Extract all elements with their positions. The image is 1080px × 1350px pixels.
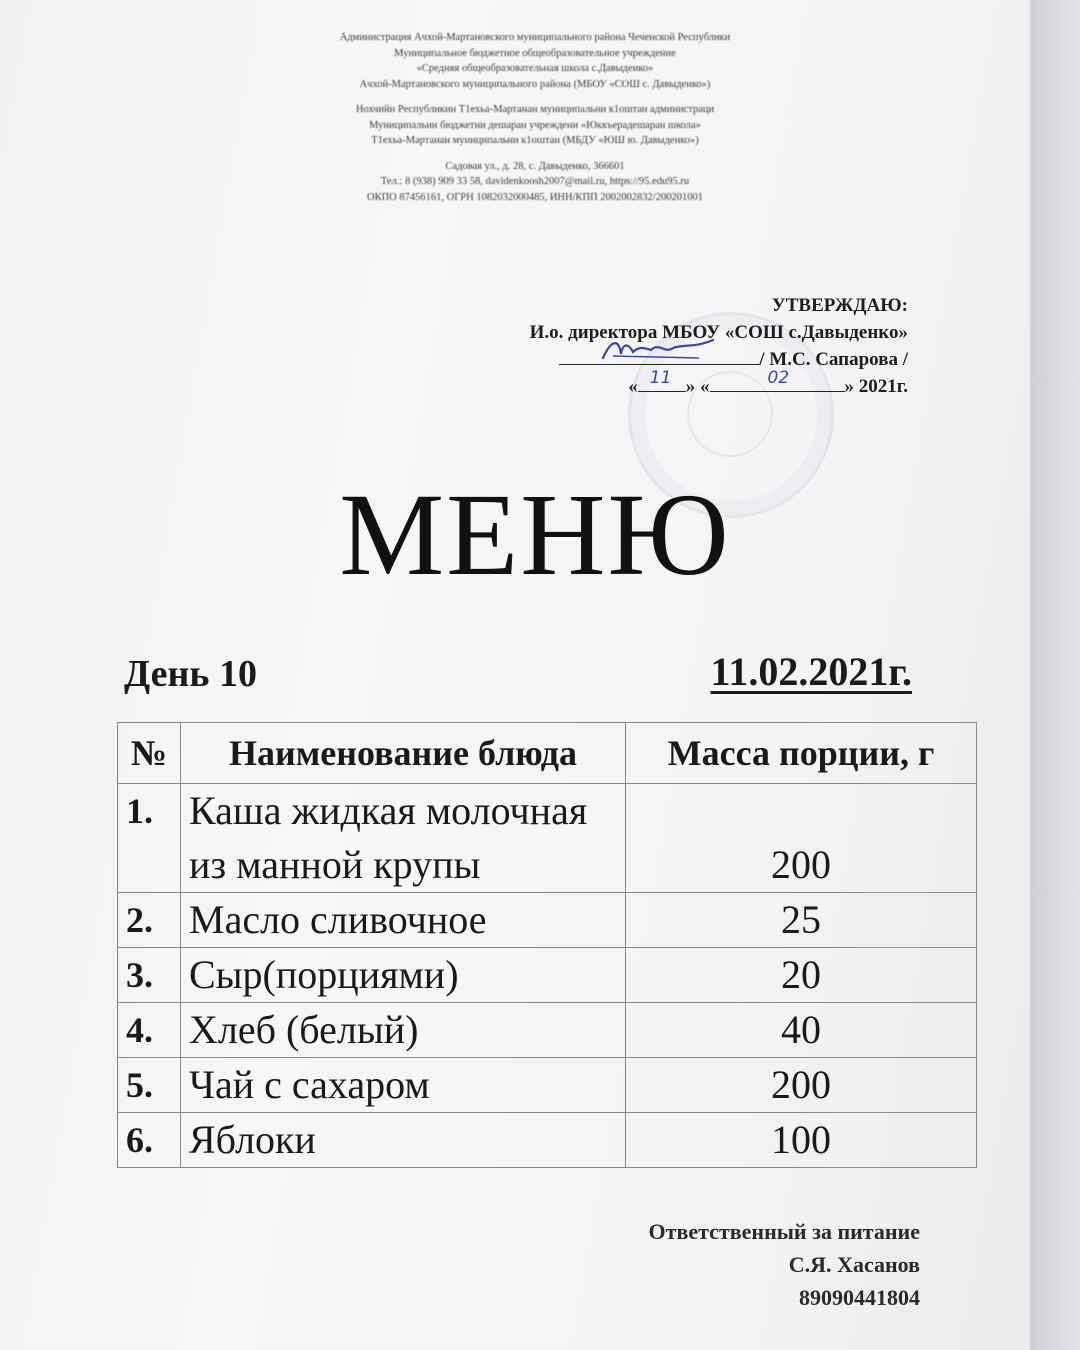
row-number: 6. [118,1113,181,1168]
table-row [118,1058,977,1113]
table-header-row [118,723,977,784]
row-number: 1. [118,784,181,893]
approval-heading: УТВЕРЖДАЮ: [771,295,908,316]
page-title: МЕНЮ [339,469,731,600]
letterhead-russian [230,30,840,92]
approval-block [530,292,908,400]
letterhead-line: Нохчийн Республикин Т1ехьа-Мартанан муниципальни к1оштан администраци [355,104,715,115]
header-dish-name: Наименование блюда [181,723,626,784]
table-row [118,893,977,948]
portion-mass: 20 [626,948,977,1003]
letterhead-line: Ачхой-Мартановского муниципального района (МБОУ «СОШ с. Давыденко») [359,78,711,90]
dish-name: Яблоки [181,1113,626,1168]
date-quote-mid: » « [685,376,710,397]
responsible-phone: 89090441804 [799,1285,920,1310]
menu-table [117,722,977,1168]
table-row [118,948,977,1003]
responsible-block [649,1215,920,1314]
menu-date: 11.02.2021г. [710,649,912,694]
row-number: 4. [118,1003,181,1058]
dish-name: Сыр(порциями) [181,948,626,1003]
portion-mass: 40 [626,1003,977,1058]
signature-blank [559,346,759,365]
approval-position: И.о. директора МБОУ «СОШ с.Давыденко» [529,322,908,343]
date-quote-open: « [628,376,638,397]
month-blank [710,368,845,392]
row-number: 2. [118,893,181,948]
row-number: 5. [118,1058,181,1113]
dish-name-line: Каша жидкая молочная [189,788,588,833]
dish-name-line: из манной крупы [189,842,481,887]
portion-mass: 200 [626,784,977,893]
portion-mass: 100 [626,1113,977,1168]
director-name: / М.С. Сапарова / [759,349,908,370]
letterhead-line: Садовая ул., д. 28, с. Давыденко, 366601 [445,160,625,172]
portion-mass: 200 [626,1058,977,1113]
letterhead-line: ОКПО 87456161, ОГРН 1082032000485, ИНН/КПП 2002002832/200201001 [367,191,703,203]
letterhead-line: Муниципальни бюджетни дешаран учреждени «Юккъерадешаран школа» [369,119,701,131]
letterhead-chechen [230,102,840,149]
dish-name: Чай с сахаром [181,1058,626,1113]
handwritten-day: 11 [649,368,672,388]
header-number: № [118,723,181,784]
day-label: День 10 [124,653,257,695]
dish-name: Хлеб (белый) [181,1003,626,1058]
letterhead-line: Тел.: 8 (938) 909 33 58, davidenkoosh2007@mail.ru, https://95.edu95.ru [380,176,690,187]
handwritten-month: 02 [767,368,790,388]
date-year: » 2021г. [844,376,908,397]
dish-name [181,784,626,893]
day-blank [638,368,686,392]
row-number: 3. [118,948,181,1003]
table-row [118,784,977,893]
responsible-label: Ответственный за питание [648,1219,920,1244]
table-row [118,1003,977,1058]
approval-signature-line [530,346,908,373]
letterhead-line: Муниципальное бюджетное общеобразовательное учреждение [394,47,676,59]
background-surface [1030,0,1080,1350]
letterhead-line: Т1ехьа-Мартанан муниципальни к1оштан (МБДУ «ЮШ ю. Давыденко») [371,135,699,146]
header-portion-mass: Масса порции, г [626,723,977,784]
letterhead-contacts [230,159,840,206]
dish-name: Масло сливочное [181,893,626,948]
handwritten-signature [599,332,719,366]
responsible-name: С.Я. Хасанов [788,1252,920,1277]
letterhead-line: «Средняя общеобразовательная школа с.Давыденко» [416,63,654,74]
table-row [118,1113,977,1168]
approval-date-line [530,368,908,400]
letterhead [230,30,840,215]
portion-mass: 25 [626,893,977,948]
letterhead-line: Администрация Ачхой-Мартановского муниципального района Чеченской Республики [339,32,731,43]
